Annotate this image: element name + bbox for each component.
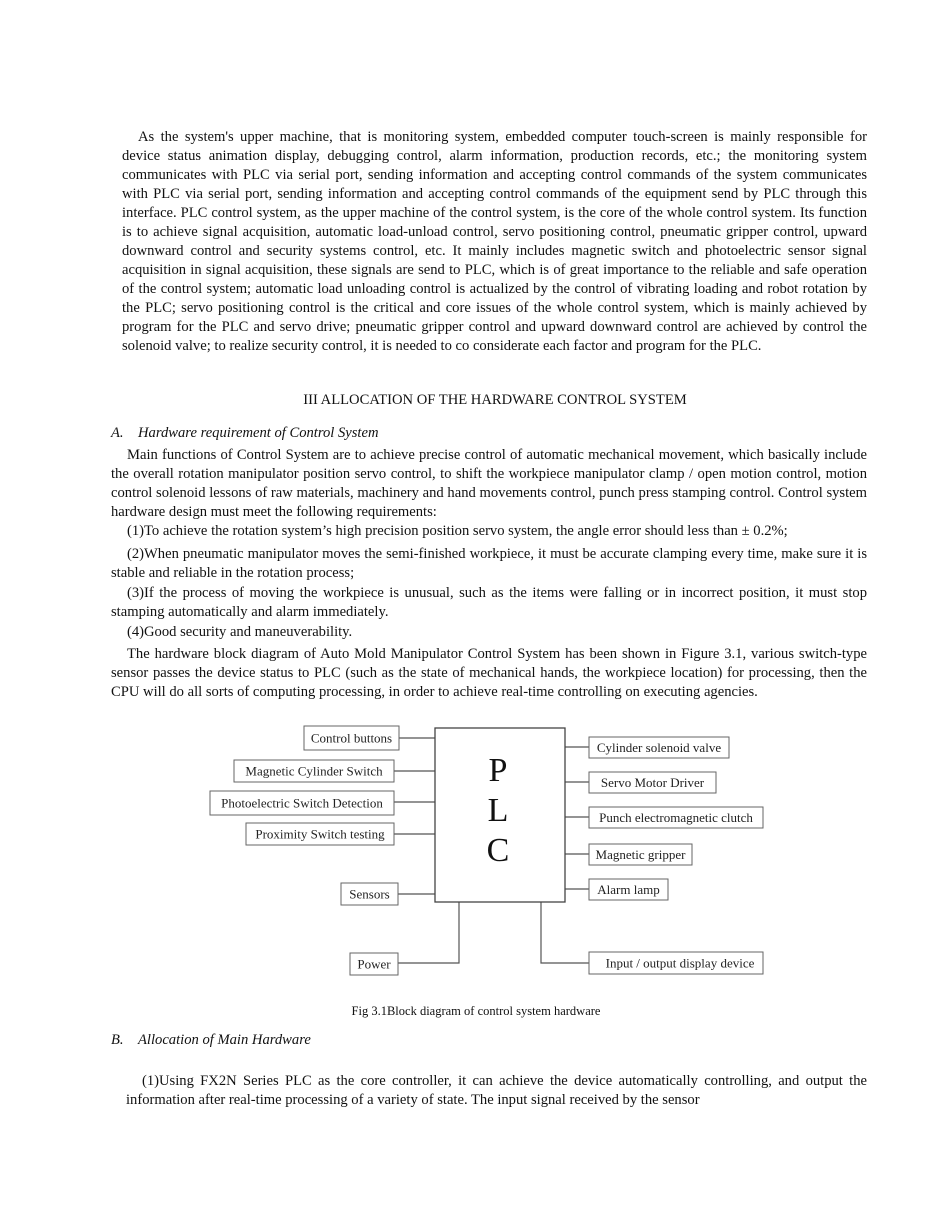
plc-letter-p: P: [488, 752, 508, 789]
requirement-4: (4)Good security and maneuverability.: [127, 624, 353, 640]
block-diagram-paragraph: The hardware block diagram of Auto Mold Manipulator Control System has been shown in Figure 3.1, various switch-type sensor passes the device status to PLC (such as the state of mechanical hands, the workpiece location) for processing, then the CPU will do all sorts of computing processing, in order to achieve real-time controlling on executing agencies.: [111, 646, 867, 700]
connector-power: [398, 902, 459, 963]
plc-letter-l: L: [487, 792, 509, 829]
connector-io-display: [541, 902, 589, 963]
label-punch-electromagnetic-clutch: Punch electromagnetic clutch: [599, 810, 753, 825]
requirement-2: (2)When pneumatic manipulator moves the semi-finished workpiece, it must be accurate clamping every time, make sure it is stable and reliable in the rotation process;: [111, 546, 867, 581]
subsection-a-heading: [111, 424, 711, 443]
plc-letter-c: C: [486, 832, 510, 869]
requirement-3: (3)If the process of moving the workpiece is unusual, such as the items were falling or in incorrect position, it must stop stamping automatically and alarm immediately.: [111, 585, 867, 620]
label-servo-motor-driver: Servo Motor Driver: [600, 775, 705, 790]
subsection-b-title: Allocation of Main Hardware: [138, 1032, 311, 1048]
section-heading: III ALLOCATION OF THE HARDWARE CONTROL SYSTEM: [303, 392, 687, 408]
allocation-paragraph: (1)Using FX2N Series PLC as the core controller, it can achieve the device automatically controlling, and output the information after real-time processing of a variety of state. The input signal received by the sensor: [126, 1073, 867, 1108]
label-cylinder-solenoid-valve: Cylinder solenoid valve: [596, 740, 722, 755]
label-magnetic-cylinder-switch: Magnetic Cylinder Switch: [245, 763, 383, 779]
label-photoelectric-switch-detection: Photoelectric Switch Detection: [221, 795, 383, 811]
label-alarm-lamp: Alarm lamp: [597, 882, 660, 897]
label-io-display-device: Input / output display device: [605, 955, 755, 971]
label-proximity-switch-testing: Proximity Switch testing: [255, 826, 385, 842]
label-control-buttons: Control buttons: [310, 730, 393, 746]
label-power: Power: [357, 956, 391, 972]
upper-machine-paragraph: As the system's upper machine, that is monitoring system, embedded computer touch-screen is mainly responsible for device status animation display, debugging control, alarm information, production records, etc.; the monitoring system communicates with PLC via serial port, sending information and accepting control commands of the system communicates with PLC via serial port, sending information and accepting control commands of the equipment send by PLC through this interface. PLC control system, as the upper machine of the control system, is the core of the whole control system. Its function is to achieve signal acquisition, automatic load-unload control, servo positioning control, pneumatic gripper control, upward downward control and security systems control, etc. It mainly includes magnetic switch and photoelectric sensor signal acquisition in signal acquisition, these signals are send to PLC, which is of great importance to the reliable and safe operation of the control system; automatic load unloading control is actualized by the control of vibrating loading and robot rotation by the PLC; servo positioning control is the critical and core issues of the whole control system, which is mainly achieved by program for the PLC and servo drive; pneumatic gripper control and upward downward control are achieved by control the solenoid valve; to realize security control, it is needed to co considerate each factor and program for the PLC.: [122, 129, 867, 354]
requirement-1: (1)To achieve the rotation system’s high precision position servo system, the angle error should less than ± 0.2%;: [127, 523, 788, 539]
plc-block-diagram: [205, 722, 765, 978]
subsection-b-heading: [111, 1031, 711, 1050]
label-magnetic-gripper: Magnetic gripper: [595, 847, 686, 862]
subsection-a-number: A.: [111, 425, 124, 441]
figure-caption: Fig 3.1Block diagram of control system hardware: [351, 1003, 601, 1018]
subsection-a-title: Hardware requirement of Control System: [138, 425, 379, 441]
label-sensors: Sensors: [349, 886, 390, 902]
main-functions-paragraph: Main functions of Control System are to achieve precise control of automatic mechanical movement, which basically include the overall rotation manipulator position servo control, to shift the workpiece manipulator clamp / open motion control, motion control solenoid lessons of raw materials, machinery and hand movements control, punch press stamping control. Control system hardware design must meet the following requirements:: [111, 447, 867, 520]
subsection-b-number: B.: [111, 1032, 124, 1048]
